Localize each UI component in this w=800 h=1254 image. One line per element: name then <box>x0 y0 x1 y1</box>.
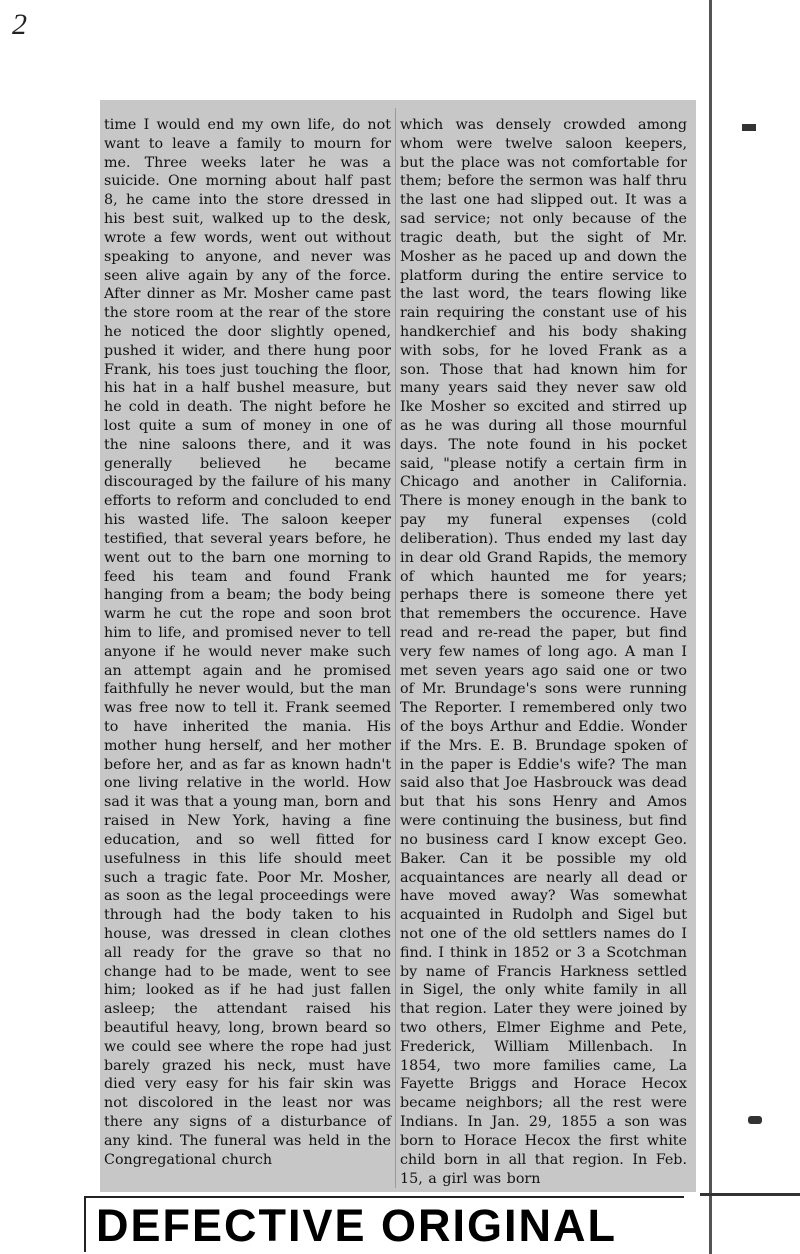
article-column-left <box>104 116 391 1170</box>
margin-mark <box>742 124 756 131</box>
margin-rule <box>709 0 712 1254</box>
page-number: 2 <box>12 8 27 41</box>
article-text-right: which was densely crowded among whom were twelve saloon keepers, but the place was not comfortable for them; before the sermon was half thru the last one had slipped out. It was a sad service; not only because of the tragic death, but the sight of Mr. Mosher as he paced up and down the platform during the entire service to the last word, the tears flowing like rain requiring the constant use of his handkerchief and his body shaking with sobs, for he loved Frank as a son. Those that had known him for many years said they never saw old Ike Mosher so excited and stirred up as he was during all those mournful days. The note found in his pocket said, "please notify a certain firm in Chicago and another in California. There is money enough in the bank to pay my funeral expenses (cold deliberation). Thus ended my last day in dear old Grand Rapids, the memory of which haunted me for years; perhaps there is someone there yet that remembers the occurence. Have read and re-read the paper, but find very few names of long ago. A man I met seven years ago said one or two of Mr. Brundage's sons were running The Reporter. I remembered only two of the boys Arthur and Eddie. Wonder if the Mrs. E. B. Brundage spoken of in the paper is Eddie's wife? The man said also that Joe Hasbrouck was dead but that his sons Henry and Amos were continuing the business, but find no business card I know except Geo. Baker. Can it be possible my old acquaintances are nearly all dead or have moved away? Was somewhat acquainted in Rudolph and Sigel but not one of the old settlers names do I find. I think in 1852 or 3 a Scotchman by name of Francis Harkness settled in Sigel, the only white family in all that region. Later they were joined by two others, Elmer Eighme and Pete, Frederick, William Millenbach. In 1854, two more families came, La Fayette Briggs and Horace Hecox became neighbors; all the rest were Indians. In Jan. 29, 1855 a son was born to Horace Hecox the first white child born in all that region. In Feb. 15, a girl was born <box>400 117 687 1187</box>
defective-original-stamp <box>84 1196 684 1252</box>
column-divider <box>395 108 396 1188</box>
article-text-left: time I would end my own life, do not want to leave a family to mourn for me. Three weeks later he was a suicide. One morning about half past 8, he came into the store dressed in his best suit, walked up to the desk, wrote a few words, went out without speaking to anyone, and never was seen alive again by any of the force. After dinner as Mr. Mosher came past the store room at the rear of the store he noticed the door slightly opened, pushed it wider, and there hung poor Frank, his toes just touching the floor, his hat in a half bushel measure, but he cold in death. The night before he lost quite a sum of money in one of the nine saloons there, and it was generally believed he became discouraged by the failure of his many efforts to reform and concluded to end his wasted life. The saloon keeper testified, that several years before, he went out to the barn one morning to feed his team and found Frank hanging from a beam; the body being warm he cut the rope and soon brot him to life, and promised never to tell anyone if he would never make such an attempt again and he promised faithfully he never would, but the man was free now to tell it. Frank seemed to have inherited the mania. His mother hung herself, and her mother before her, and as far as known hadn't one living relative in the world. How sad it was that a young man, born and raised in New York, having a fine education, and so well fitted for usefulness in this life should meet such a tragic fate. Poor Mr. Mosher, as soon as the legal proceedings were through had the body taken to his house, was dressed in clean clothes all ready for the grave so that no change had to be made, went to see him; looked as if he had just fallen asleep; the attendant raised his beautiful heavy, long, brown beard so we could see where the rope had just barely grazed his neck, must have died very easy for his fair skin was not discolored in the least nor was there any signs of a disturbance of any kind. The funeral was held in the Congregational church <box>104 117 391 1168</box>
stamp-text: DEFECTIVE ORIGINAL <box>96 1200 618 1251</box>
article-column-right <box>400 116 687 1188</box>
margin-mark <box>748 1116 762 1124</box>
newspaper-clipping <box>100 100 696 1192</box>
bottom-rule <box>700 1193 800 1196</box>
